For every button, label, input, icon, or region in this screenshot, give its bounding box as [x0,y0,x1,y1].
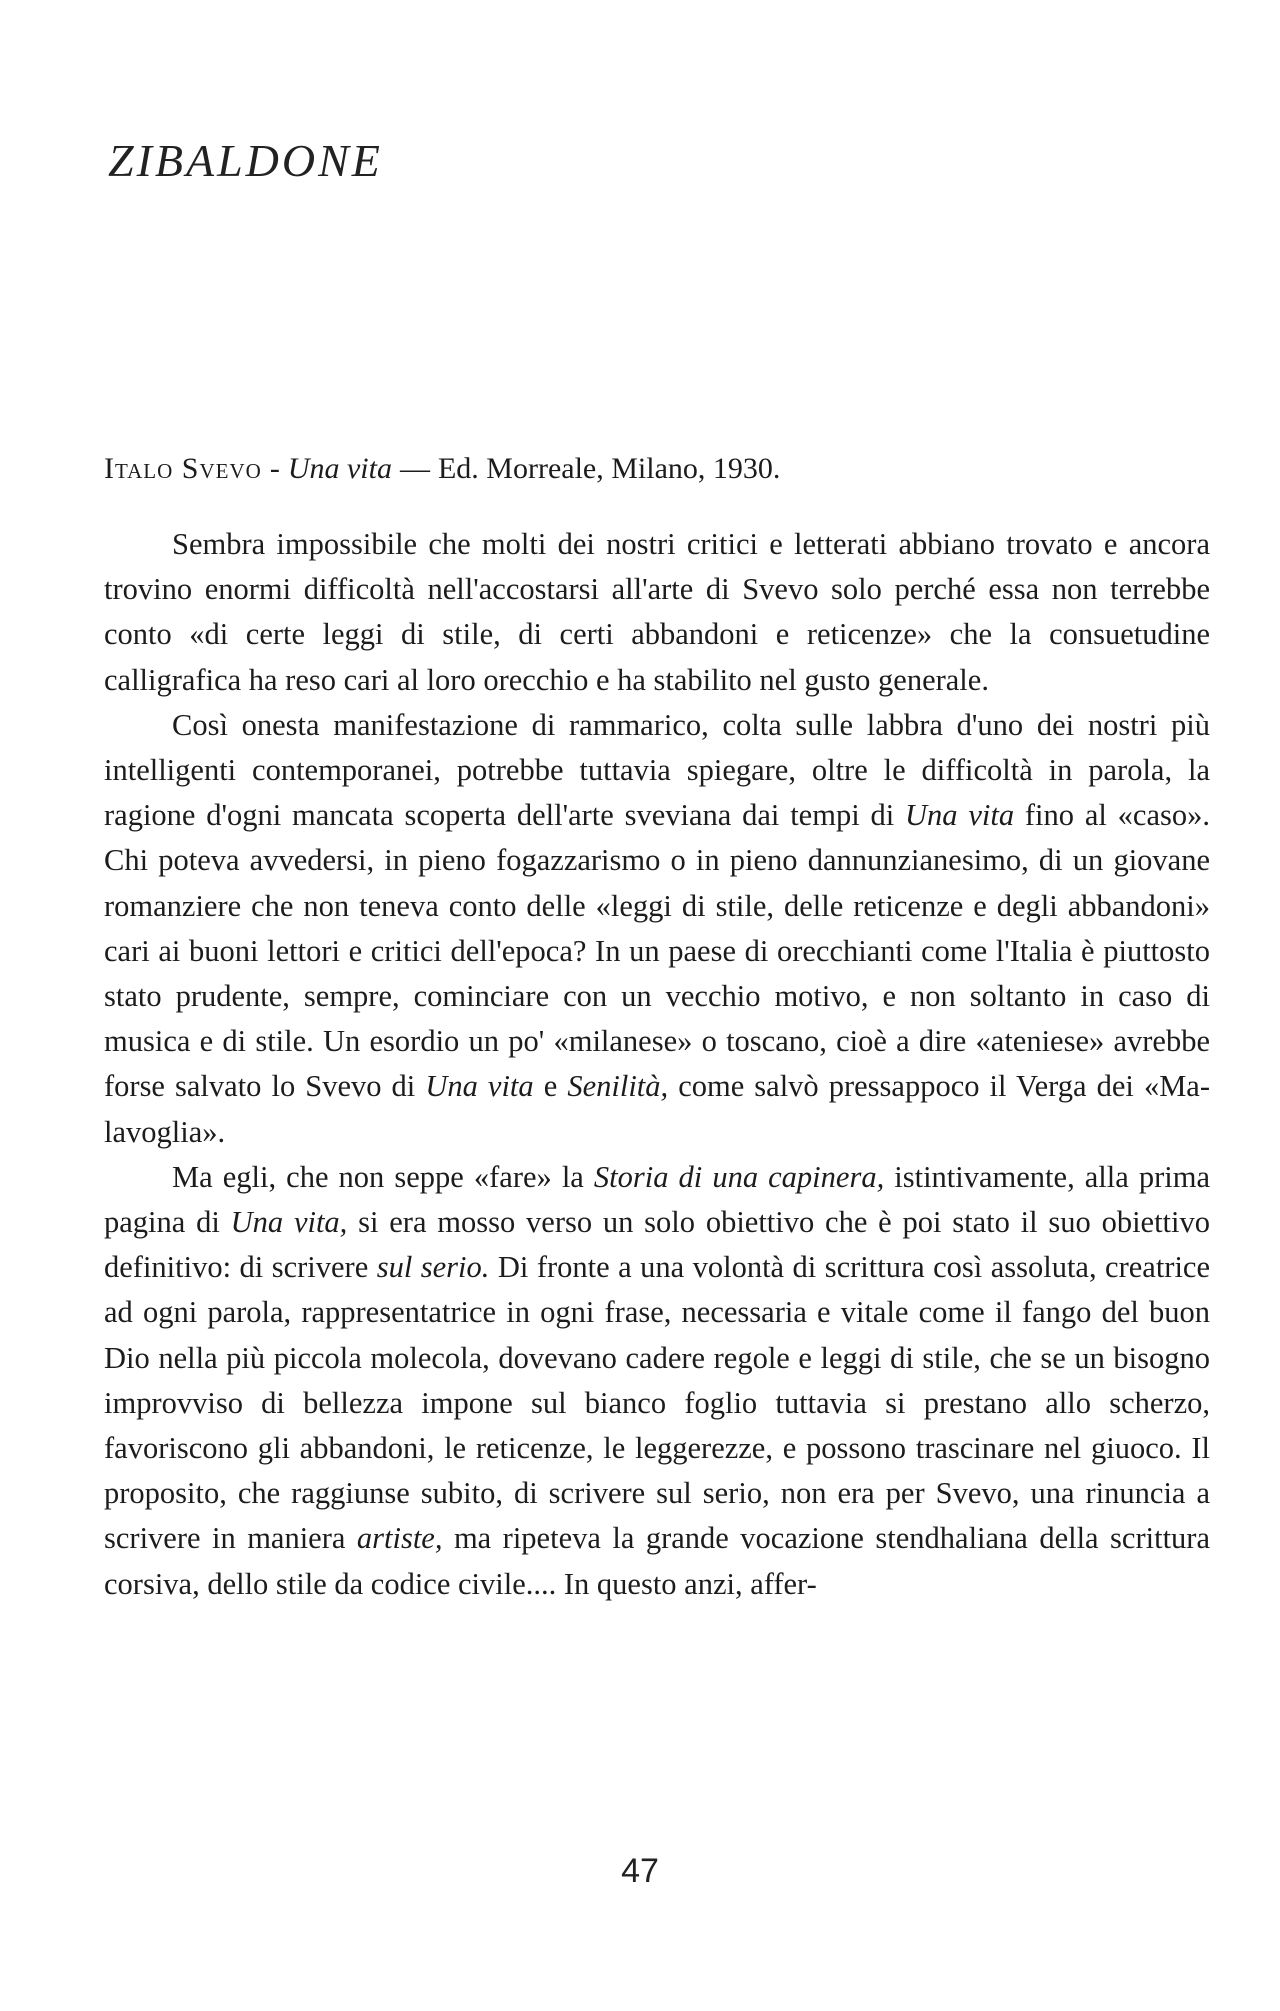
paragraph-2-text: fino al «caso». Chi poteva avvedersi, in pieno fogazzarismo o in pieno dannunzianesimo, di un giovane romanziere che non teneva conto delle «leggi di stile, delle reticenze e degli abbandoni» cari ai buoni lettori e critici dell'epoca? In un paese di orecchianti come l'Italia è piuttosto stato prudente, sempre, cominciare con un vecchio motivo, e non soltanto in caso di musica e di stile. Un esordio un po' «milanese» o toscano, cioè a dire «ateniese» avrebbe forse salvato lo Svevo di [104,798,1210,1104]
italic-title: Senilità, [567,1069,669,1104]
italic-phrase: artiste, [356,1521,443,1556]
italic-title: Storia di una capinera, [593,1159,885,1194]
paragraph-2 [104,703,1210,1155]
review-body [104,522,1210,1607]
paragraph-1 [104,522,1210,703]
paragraph-3-text: Di fronte a una volontà di scrittura così assoluta, creatrice ad ogni parola, rappresentatrice in ogni frase, necessaria e vitale come il fango del buon Dio nella più piccola molecola, dovevano cadere regole e leggi di stile, che se un bisogno improvviso di bellezza impone sul bianco foglio tuttavia si prestano allo scherzo, favoriscono gli abbandoni, le reticenze, le leggerezze, e possono trascinare nel giuoco. Il proposito, che raggiunse subito, di scrivere sul serio, non era per Svevo, una rinuncia a scrivere in maniera [104,1250,1211,1556]
italic-title: Una vita [905,798,1015,833]
paragraph-2-text: e [533,1069,568,1104]
italic-title: Una vita, [230,1205,348,1240]
book-citation [104,452,780,486]
paragraph-3-text: istintivamente, alla prima pagina di [104,1159,1210,1240]
paragraph-2-text: Così onesta manifestazione di rammarico, colta sulle labbra d'uno dei nostri più intelligenti contemporanei, potrebbe tuttavia spiegare, oltre le difficoltà in parola, la ragione d'ogni mancata scoperta dell'arte sveviana dai tempi di [104,707,1210,833]
paragraph-3-text: Ma egli, che non seppe «fare» la [172,1159,594,1194]
citation-publisher: Ed. Morreale, Milano, 1930. [437,452,781,485]
paragraph-1-text: Sembra impossibile che molti dei nostri critici e letterati abbiano trovato e ancora trovino enormi difficoltà nell'accostarsi all'arte di Svevo solo perché essa non terrebbe conto «di certe leggi di stile, di certi abbandoni e reticenze» che la consuetudine calligrafica ha reso cari al loro orecchio e ha stabilito nel gusto generale. [104,527,1210,697]
citation-separator: - [269,452,280,485]
section-title: ZIBALDONE [108,135,383,186]
paragraph-3-text: si era mosso verso un solo obiettivo che è poi stato il suo obiettivo definitivo: di scrivere [104,1205,1210,1285]
page-number: 47 [621,1852,659,1890]
paragraph-2-text: come salvò pressappoco il Verga dei «Malavoglia». [104,1069,1211,1149]
citation-dash: — [399,452,430,485]
citation-author: Italo Svevo [104,452,262,485]
italic-phrase: sul serio. [376,1250,490,1285]
paragraph-3-text: ma ripeteva la grande vocazione stendhaliana della scrittura corsiva, dello stile da codice civile.... In questo anzi, affer- [104,1521,1210,1601]
italic-title: Una vita [425,1069,534,1104]
paragraph-3 [104,1155,1210,1607]
citation-work-title: Una vita [287,452,392,485]
